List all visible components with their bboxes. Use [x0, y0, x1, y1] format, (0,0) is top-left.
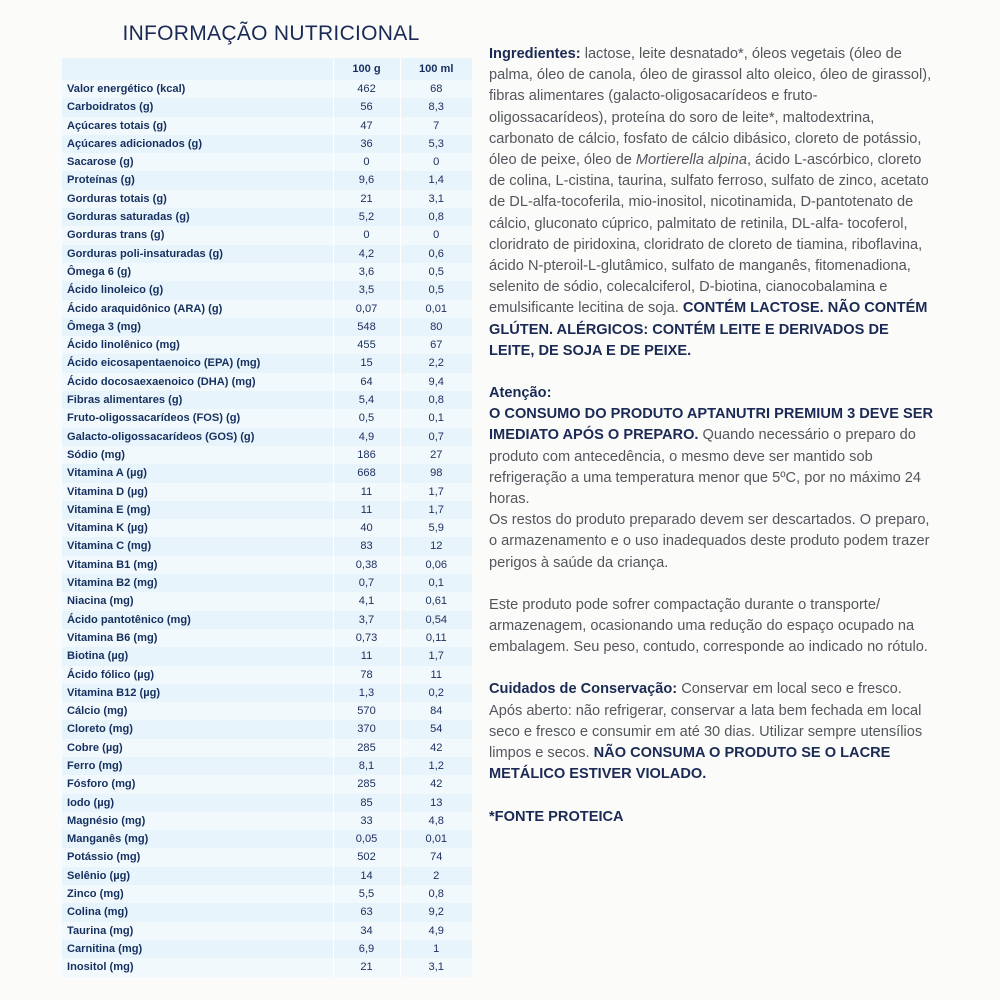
nutrient-name: Sódio (mg): [62, 446, 333, 464]
value-per-100ml: 2,2: [400, 354, 472, 372]
ingredients-body-part1: lactose, leite desnatado*, óleos vegetais (óleo de palma, óleo de canola, óleo de girassol alto oleico, óleo de girassol), fibras alimentares (galacto-oligosacarídeos e fruto-oligossacarídeos), proteína do soro de leite*, maltodextrina, carbonato de cálcio, fosfato de cálcio dibásico, cloreto de potássio, óleo de peixe, óleo de: [489, 46, 932, 169]
nutrient-name: Vitamina C (mg): [62, 537, 333, 555]
nutrient-name: Cálcio (mg): [62, 702, 333, 720]
nutrient-name: Açúcares totais (g): [62, 117, 333, 135]
table-row: [62, 922, 472, 940]
table-row: [62, 483, 472, 501]
table-row: [62, 117, 472, 135]
value-per-100ml: 98: [400, 464, 472, 482]
value-per-100g: 370: [333, 720, 400, 738]
page-title: INFORMAÇÃO NUTRICIONAL: [122, 22, 420, 45]
value-per-100g: 63: [333, 903, 400, 921]
table-row: [62, 501, 472, 519]
value-per-100g: 11: [333, 501, 400, 519]
value-per-100ml: 84: [400, 702, 472, 720]
value-per-100g: 11: [333, 647, 400, 665]
value-per-100g: 502: [333, 848, 400, 866]
value-per-100g: 0: [333, 153, 400, 171]
value-per-100g: 455: [333, 336, 400, 354]
value-per-100ml: 4,8: [400, 812, 472, 830]
table-row: [62, 153, 472, 171]
table-row: [62, 391, 472, 409]
table-row: [62, 794, 472, 812]
value-per-100ml: 7: [400, 117, 472, 135]
value-per-100ml: 0,5: [400, 281, 472, 299]
nutrient-name: Ômega 3 (mg): [62, 318, 333, 336]
value-per-100g: 9,6: [333, 171, 400, 189]
ingredients-body-part2: , ácido L-ascórbico, cloreto de colina, L-cistina, taurina, sulfato ferroso, sulfato de zinco, acetato de DL-alfa-tocoferila, mio-inositol, nicotinamida, D-pantotenato de cálcio, gluconato cúprico, palmitato de retinila, DL-alfa- tocoferol, cloridrato de piridoxina, cloridrato de cloreto de tiamina, riboflavina, ácido N-pteroil-L-glutâmico, sulfato de manganês, fitomenadiona, selenito de sódio, colecalciferol, D-biotina, cianocobalamina e emulsificante lecitina de soja.: [489, 152, 929, 317]
value-per-100g: 83: [333, 537, 400, 555]
value-per-100ml: 68: [400, 80, 472, 98]
value-per-100g: 8,1: [333, 757, 400, 775]
table-row: [62, 446, 472, 464]
table-row: [62, 867, 472, 885]
table-row: [62, 190, 472, 208]
attention-heading: Atenção:: [489, 385, 552, 402]
value-per-100ml: 42: [400, 739, 472, 757]
value-per-100g: 14: [333, 867, 400, 885]
value-per-100ml: 2: [400, 867, 472, 885]
value-per-100ml: 3,1: [400, 958, 472, 976]
table-row: [62, 537, 472, 555]
value-per-100g: 4,1: [333, 592, 400, 610]
table-row: [62, 757, 472, 775]
ingredients-label: Ingredientes:: [489, 46, 581, 62]
nutrient-name: Ácido pantotênico (mg): [62, 611, 333, 629]
value-per-100ml: 54: [400, 720, 472, 738]
value-per-100ml: 8,3: [400, 98, 472, 116]
table-row: [62, 300, 472, 318]
nutrient-name: Ácido linolênico (mg): [62, 336, 333, 354]
value-per-100ml: 5,3: [400, 135, 472, 153]
nutrient-name: Taurina (mg): [62, 922, 333, 940]
value-per-100g: 21: [333, 958, 400, 976]
table-row: [62, 940, 472, 958]
value-per-100g: 285: [333, 739, 400, 757]
nutrient-name: Vitamina B6 (mg): [62, 629, 333, 647]
nutrient-name: Vitamina B2 (mg): [62, 574, 333, 592]
value-per-100ml: 0,1: [400, 574, 472, 592]
value-per-100g: 668: [333, 464, 400, 482]
nutrition-table-head: [62, 58, 472, 80]
table-row: [62, 556, 472, 574]
table-row: [62, 647, 472, 665]
nutrient-name: Zinco (mg): [62, 885, 333, 903]
value-per-100g: 0,05: [333, 830, 400, 848]
value-per-100g: 0,5: [333, 409, 400, 427]
table-row: [62, 592, 472, 610]
nutrient-name: Ômega 6 (g): [62, 263, 333, 281]
value-per-100ml: 0: [400, 153, 472, 171]
spacer-1: [489, 362, 935, 383]
table-row: [62, 336, 472, 354]
table-row: [62, 263, 472, 281]
value-per-100ml: 13: [400, 794, 472, 812]
table-row: [62, 666, 472, 684]
nutrient-name: Gorduras poli-insaturadas (g): [62, 245, 333, 263]
table-row: [62, 903, 472, 921]
attention-paragraph: [489, 404, 935, 510]
value-per-100g: 285: [333, 775, 400, 793]
table-header-row: [62, 58, 472, 80]
table-row: [62, 702, 472, 720]
table-row: [62, 80, 472, 98]
nutrient-name: Colina (mg): [62, 903, 333, 921]
table-row: [62, 281, 472, 299]
value-per-100ml: 5,9: [400, 519, 472, 537]
value-per-100g: 64: [333, 373, 400, 391]
nutrition-panel: [62, 22, 472, 977]
nutrient-name: Manganês (mg): [62, 830, 333, 848]
value-per-100ml: 1,2: [400, 757, 472, 775]
nutrient-name: Cloreto (mg): [62, 720, 333, 738]
nutrient-name: Potássio (mg): [62, 848, 333, 866]
nutrient-name: Ácido araquidônico (ARA) (g): [62, 300, 333, 318]
table-row: [62, 226, 472, 244]
nutrient-name: Niacina (mg): [62, 592, 333, 610]
value-per-100ml: 1,7: [400, 483, 472, 501]
nutrient-name: Açúcares adicionados (g): [62, 135, 333, 153]
spacer-3: [489, 658, 935, 679]
conservation-label: Cuidados de Conservação:: [489, 681, 678, 698]
table-row: [62, 409, 472, 427]
table-row: [62, 848, 472, 866]
value-per-100g: 56: [333, 98, 400, 116]
nutrient-name: Fibras alimentares (g): [62, 391, 333, 409]
value-per-100g: 11: [333, 483, 400, 501]
nutrient-name: Vitamina K (µg): [62, 519, 333, 537]
value-per-100g: 570: [333, 702, 400, 720]
nutrient-name: Gorduras saturadas (g): [62, 208, 333, 226]
value-per-100ml: 0,54: [400, 611, 472, 629]
value-per-100ml: 0,7: [400, 428, 472, 446]
value-per-100ml: 0,01: [400, 300, 472, 318]
value-per-100ml: 11: [400, 666, 472, 684]
value-per-100g: 4,9: [333, 428, 400, 446]
table-row: [62, 318, 472, 336]
table-row: [62, 428, 472, 446]
nutrient-name: Cobre (µg): [62, 739, 333, 757]
value-per-100ml: 1,7: [400, 647, 472, 665]
table-row: [62, 720, 472, 738]
nutrient-name: Ferro (mg): [62, 757, 333, 775]
value-per-100g: 462: [333, 80, 400, 98]
table-row: [62, 354, 472, 372]
nutrient-name: Inositol (mg): [62, 958, 333, 976]
value-per-100g: 3,6: [333, 263, 400, 281]
table-row: [62, 958, 472, 976]
value-per-100g: 548: [333, 318, 400, 336]
seal-warning: NÃO CONSUMA O PRODUTO SE O LACRE METÁLICO ESTIVER VIOLADO.: [489, 745, 891, 783]
nutrient-name: Vitamina E (mg): [62, 501, 333, 519]
value-per-100g: 78: [333, 666, 400, 684]
nutrient-name: Valor energético (kcal): [62, 80, 333, 98]
table-row: [62, 171, 472, 189]
nutrient-name: Carboidratos (g): [62, 98, 333, 116]
value-per-100ml: 0,06: [400, 556, 472, 574]
value-per-100g: 1,3: [333, 684, 400, 702]
nutrient-name: Galacto-oligossacarídeos (GOS) (g): [62, 428, 333, 446]
table-row: [62, 739, 472, 757]
value-per-100ml: 0,8: [400, 391, 472, 409]
nutrient-name: Biotina (µg): [62, 647, 333, 665]
compaction-paragraph: Este produto pode sofrer compactação durante o transporte/ armazenagem, ocasionando uma redução do espaço ocupado na embalagem. Seu peso, contudo, corresponde ao indicado no rótulo.: [489, 596, 928, 656]
value-per-100g: 3,7: [333, 611, 400, 629]
value-per-100ml: 0,8: [400, 885, 472, 903]
table-row: [62, 775, 472, 793]
value-per-100ml: 74: [400, 848, 472, 866]
value-per-100ml: 9,4: [400, 373, 472, 391]
value-per-100g: 85: [333, 794, 400, 812]
leftovers-paragraph: Os restos do produto preparado devem ser descartados. O preparo, o armazenamento e o uso inadequados deste produto podem trazer perigos à saúde da criança.: [489, 512, 930, 571]
attention-bold-warning: O CONSUMO DO PRODUTO APTANUTRI PREMIUM 3 DEVE SER IMEDIATO APÓS O PREPARO.: [489, 406, 934, 444]
value-per-100g: 36: [333, 135, 400, 153]
table-row: [62, 135, 472, 153]
value-per-100g: 15: [333, 354, 400, 372]
product-text-panel: [489, 44, 935, 828]
table-row: [62, 611, 472, 629]
value-per-100g: 34: [333, 922, 400, 940]
value-per-100ml: 0,01: [400, 830, 472, 848]
table-row: [62, 519, 472, 537]
value-per-100g: 0,38: [333, 556, 400, 574]
nutrient-name: Ácido eicosapentaenoico (EPA) (mg): [62, 354, 333, 372]
value-per-100ml: 1: [400, 940, 472, 958]
value-per-100g: 186: [333, 446, 400, 464]
value-per-100ml: 0,8: [400, 208, 472, 226]
value-per-100ml: 0,11: [400, 629, 472, 647]
protein-source-footnote: *FONTE PROTEICA: [489, 808, 624, 825]
nutrient-name: Ácido fólico (µg): [62, 666, 333, 684]
value-per-100ml: 0,2: [400, 684, 472, 702]
spacer-2: [489, 574, 935, 595]
table-row: [62, 464, 472, 482]
value-per-100ml: 1,7: [400, 501, 472, 519]
value-per-100ml: 4,9: [400, 922, 472, 940]
column-header-100ml: 100 ml: [400, 58, 472, 80]
value-per-100ml: 0,61: [400, 592, 472, 610]
column-header-nutrient: [62, 58, 333, 80]
nutrient-name: Magnésio (mg): [62, 812, 333, 830]
nutrient-name: Vitamina B1 (mg): [62, 556, 333, 574]
table-row: [62, 885, 472, 903]
ingredients-italic-species: Mortierella alpina: [635, 152, 748, 169]
value-per-100ml: 0,1: [400, 409, 472, 427]
value-per-100ml: 27: [400, 446, 472, 464]
value-per-100g: 5,4: [333, 391, 400, 409]
value-per-100g: 33: [333, 812, 400, 830]
nutrient-name: Iodo (µg): [62, 794, 333, 812]
nutrient-name: Carnitina (mg): [62, 940, 333, 958]
nutrient-name: Vitamina D (µg): [62, 483, 333, 501]
ingredients-paragraph: [489, 44, 935, 362]
value-per-100g: 0: [333, 226, 400, 244]
value-per-100ml: 1,4: [400, 171, 472, 189]
spacer-4: [489, 786, 935, 807]
value-per-100ml: 0: [400, 226, 472, 244]
value-per-100ml: 80: [400, 318, 472, 336]
value-per-100ml: 0,5: [400, 263, 472, 281]
table-row: [62, 830, 472, 848]
value-per-100ml: 42: [400, 775, 472, 793]
value-per-100g: 0,7: [333, 574, 400, 592]
table-row: [62, 684, 472, 702]
nutrition-table: [62, 58, 472, 977]
table-row: [62, 812, 472, 830]
table-row: [62, 98, 472, 116]
value-per-100g: 4,2: [333, 245, 400, 263]
value-per-100g: 0,07: [333, 300, 400, 318]
nutrient-name: Vitamina A (µg): [62, 464, 333, 482]
value-per-100g: 6,9: [333, 940, 400, 958]
nutrient-name: Selênio (µg): [62, 867, 333, 885]
nutrient-name: Gorduras trans (g): [62, 226, 333, 244]
value-per-100g: 21: [333, 190, 400, 208]
conservation-paragraph: [489, 679, 935, 785]
value-per-100g: 5,2: [333, 208, 400, 226]
value-per-100ml: 3,1: [400, 190, 472, 208]
table-row: [62, 373, 472, 391]
nutrient-name: Proteínas (g): [62, 171, 333, 189]
nutrition-table-body: [62, 80, 472, 977]
value-per-100g: 5,5: [333, 885, 400, 903]
nutrient-name: Ácido docosaexaenoico (DHA) (mg): [62, 373, 333, 391]
conservation-body: Conservar em local seco e fresco. Após aberto: não refrigerar, conservar a lata bem fechada em local seco e fresco e consumir em até 30 dias. Utilizar sempre utensílios limpos e secos.: [489, 681, 923, 762]
nutrient-name: Ácido linoleico (g): [62, 281, 333, 299]
nutrient-name: Vitamina B12 (µg): [62, 684, 333, 702]
value-per-100g: 3,5: [333, 281, 400, 299]
nutrient-name: Gorduras totais (g): [62, 190, 333, 208]
attention-warning-rest: Quando necessário o preparo do produto com antecedência, o mesmo deve ser mantido sob refrigeração a uma temperatura menor que 5ºC, por no máximo 24 horas.: [489, 427, 922, 508]
value-per-100ml: 12: [400, 537, 472, 555]
value-per-100g: 47: [333, 117, 400, 135]
table-row: [62, 208, 472, 226]
nutrient-name: Fósforo (mg): [62, 775, 333, 793]
value-per-100ml: 9,2: [400, 903, 472, 921]
value-per-100ml: 67: [400, 336, 472, 354]
nutrient-name: Sacarose (g): [62, 153, 333, 171]
value-per-100ml: 0,6: [400, 245, 472, 263]
table-row: [62, 629, 472, 647]
table-row: [62, 574, 472, 592]
allergen-notice: CONTÉM LACTOSE. NÃO CONTÉM GLÚTEN. ALÉRGICOS: CONTÉM LEITE E DERIVADOS DE LEITE, DE SOJA E DE PEIXE.: [489, 300, 928, 359]
value-per-100g: 0,73: [333, 629, 400, 647]
nutrient-name: Fruto-oligossacarídeos (FOS) (g): [62, 409, 333, 427]
value-per-100g: 40: [333, 519, 400, 537]
column-header-100g: 100 g: [333, 58, 400, 80]
table-row: [62, 245, 472, 263]
